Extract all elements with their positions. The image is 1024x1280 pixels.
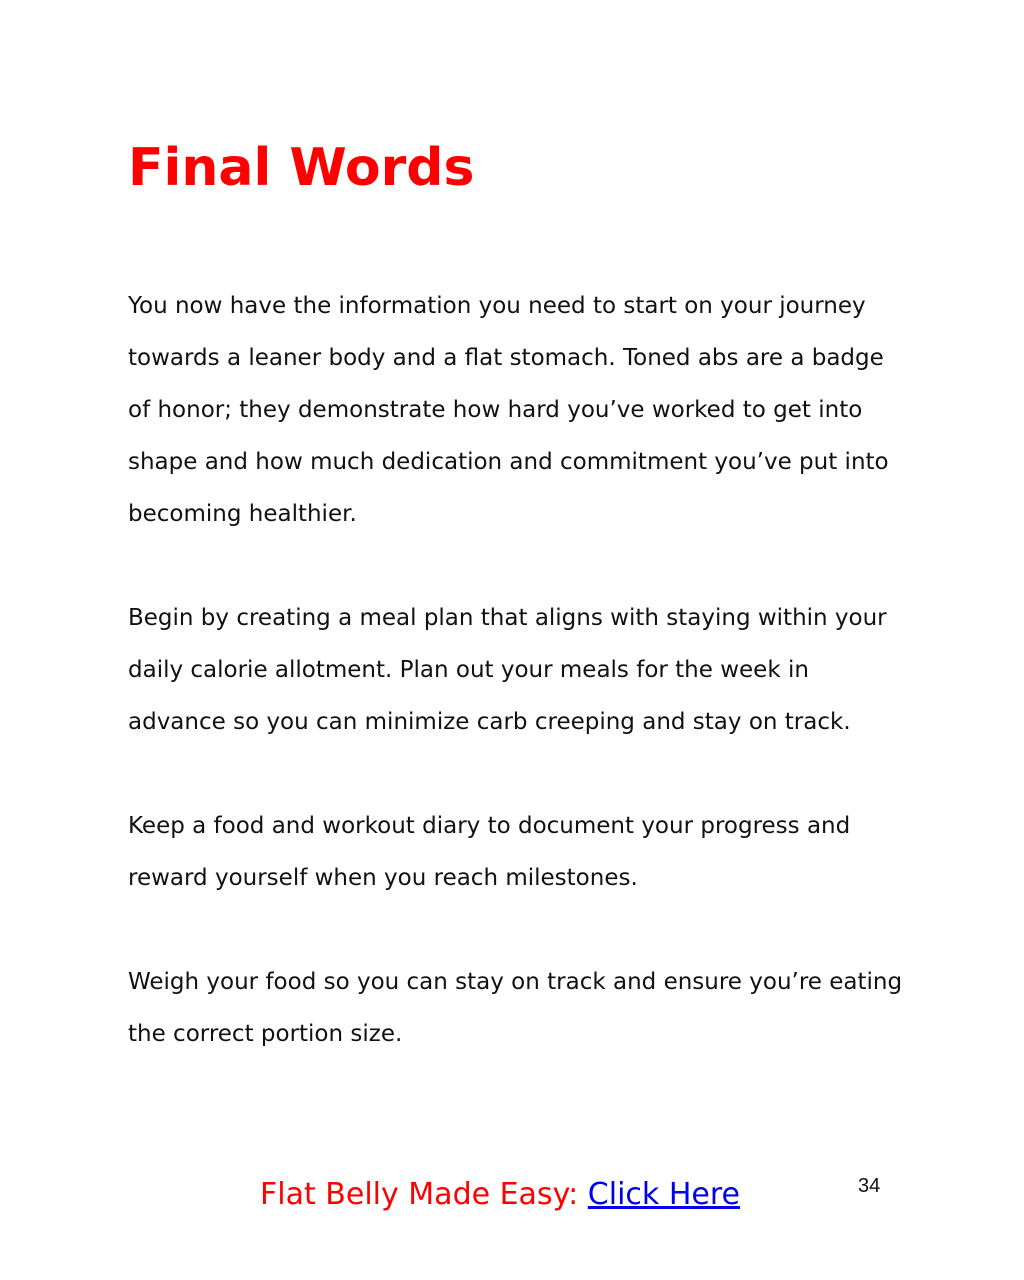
click-here-link[interactable]: Click Here bbox=[587, 1177, 740, 1212]
paragraph-meal-plan: Begin by creating a meal plan that aligns with staying within your daily calorie allotment. Plan out your meals for the week in advance so you can minimize carb creeping and stay on track. bbox=[128, 605, 887, 735]
paragraph-weigh-food: Weigh your food so you can stay on track and ensure you’re eating the correct portion size. bbox=[128, 969, 903, 1047]
footer-promo bbox=[0, 1170, 1000, 1220]
paragraph-intro: You now have the information you need to start on your journey towards a leaner body and a flat stomach. Toned abs are a badge of honor; they demonstrate how hard you’ve worked to get into shape and how much dedication and commitment you’ve put into becoming healthier. bbox=[128, 293, 889, 527]
paragraph-diary: Keep a food and workout diary to document your progress and reward yourself when you reach milestones. bbox=[128, 813, 851, 891]
page-title: Final Words bbox=[128, 138, 475, 198]
page-number: 34 bbox=[858, 1175, 881, 1197]
footer-label: Flat Belly Made Easy: bbox=[260, 1177, 588, 1212]
body-text bbox=[128, 280, 908, 1112]
